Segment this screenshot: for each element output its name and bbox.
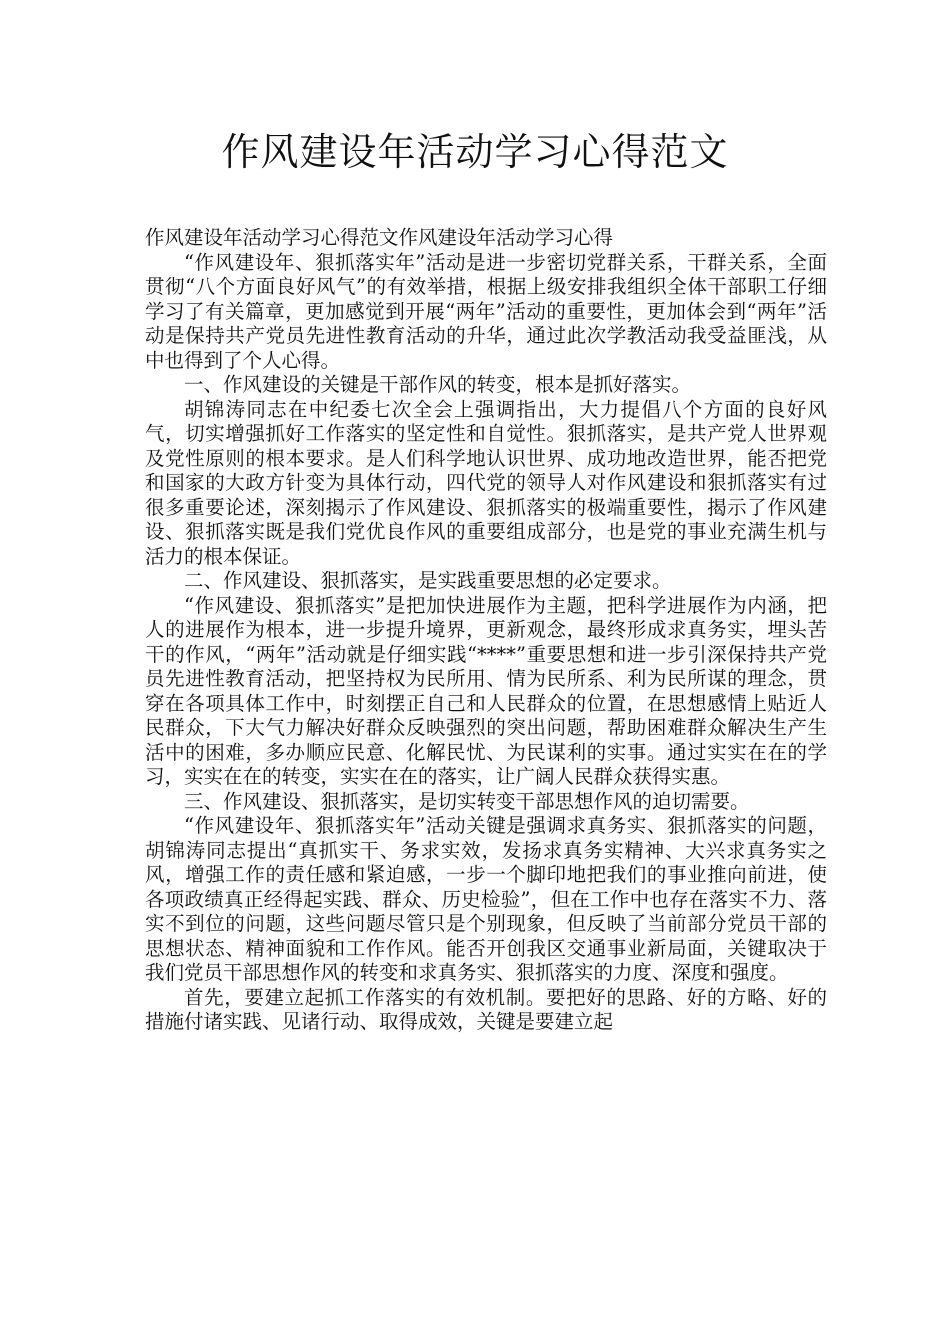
section-heading-2: 二、作风建设、狠抓落实，是实践重要思想的必定要求。 <box>184 569 672 592</box>
document-body <box>145 226 827 1035</box>
paragraph: “作风建设年、狠抓落实年”活动是进一步密切党群关系，干群关系，全面贯彻“八个方面良好风气”的有效举措，根据上级安排我组织全体干部职工仔细学习了有关篇章，更加感觉到开展“两年”活动的重要性，更加体会到“两年”活动是保持共产党员先进性教育活动的升华，通过此次学教活动我受益匪浅，从中也得到了个人心得。 <box>145 250 827 372</box>
section-heading-1: 一、作风建设的关键是干部作风的转变，根本是抓好落实。 <box>184 373 692 396</box>
paragraph: “作风建设年、狠抓落实年”活动关键是强调求真务实、狠抓落实的问题，胡锦涛同志提出“真抓实干、务求实效，发扬求真务实精神、大兴求真务实之风，增强工作的责任感和紧迫感，一步一个脚印地把我们的事业推向前进，使各项政绩真正经得起实践、群众、历史检验”，但在工作中也存在落实不力、落实不到位的问题，这些问题尽管只是个别现象，但反映了当前部分党员干部的思想状态、精神面貌和工作作风。能否开创我区交通事业新局面，关键取决于我们党员干部思想作风的转变和求真务实、狠抓落实的力度、深度和强度。 <box>145 814 827 984</box>
section-heading-3: 三、作风建设、狠抓落实，是切实转变干部思想作风的迫切需要。 <box>184 789 750 813</box>
document-title: 作风建设年活动学习心得范文 <box>221 130 729 174</box>
paragraph: 首先，要建立起抓工作落实的有效机制。要把好的思路、好的方略、好的措施付诸实践、见诸行动、取得成效，关键是要建立起 <box>145 985 827 1033</box>
paragraph: 胡锦涛同志在中纪委七次全会上强调指出，大力提倡八个方面的良好风气，切实增强抓好工作落实的坚定性和自觉性。狠抓落实，是共产党人世界观及党性原则的根本要求。是人们科学地认识世界、成功地改造世界，能否把党和国家的大政方针变为具体行动，四代党的领导人对作风建设和狠抓落实有过很多重要论述，深刻揭示了作风建设、狠抓落实的极端重要性，揭示了作风建设、狠抓落实既是我们党优良作风的重要组成部分，也是党的事业充满生机与活力的根本保证。 <box>145 397 827 568</box>
intro-line: 作风建设年活动学习心得范文作风建设年活动学习心得 <box>145 226 614 249</box>
paragraph: “作风建设、狠抓落实”是把加快进展作为主题，把科学进展作为内涵，把人的进展作为根本，进一步提升境界，更新观念，最终形成求真务实，埋头苦干的作风，“两年”活动就是仔细实践“****”重要思想和进一步引深保持共产党员先进性教育活动，把坚持权为民所用、情为民所系、利为民所谋的理念，贯穿在各项具体工作中，时刻摆正自己和人民群众的位置，在思想感情上贴近人民群众，下大气力解决好群众反映强烈的突出问题，帮助困难群众解决生产生活中的困难，多办顺应民意、化解民忧、为民谋利的实事。通过实实在在的学习，实实在在的转变，实实在在的落实，让广阔人民群众获得实惠。 <box>145 593 827 788</box>
